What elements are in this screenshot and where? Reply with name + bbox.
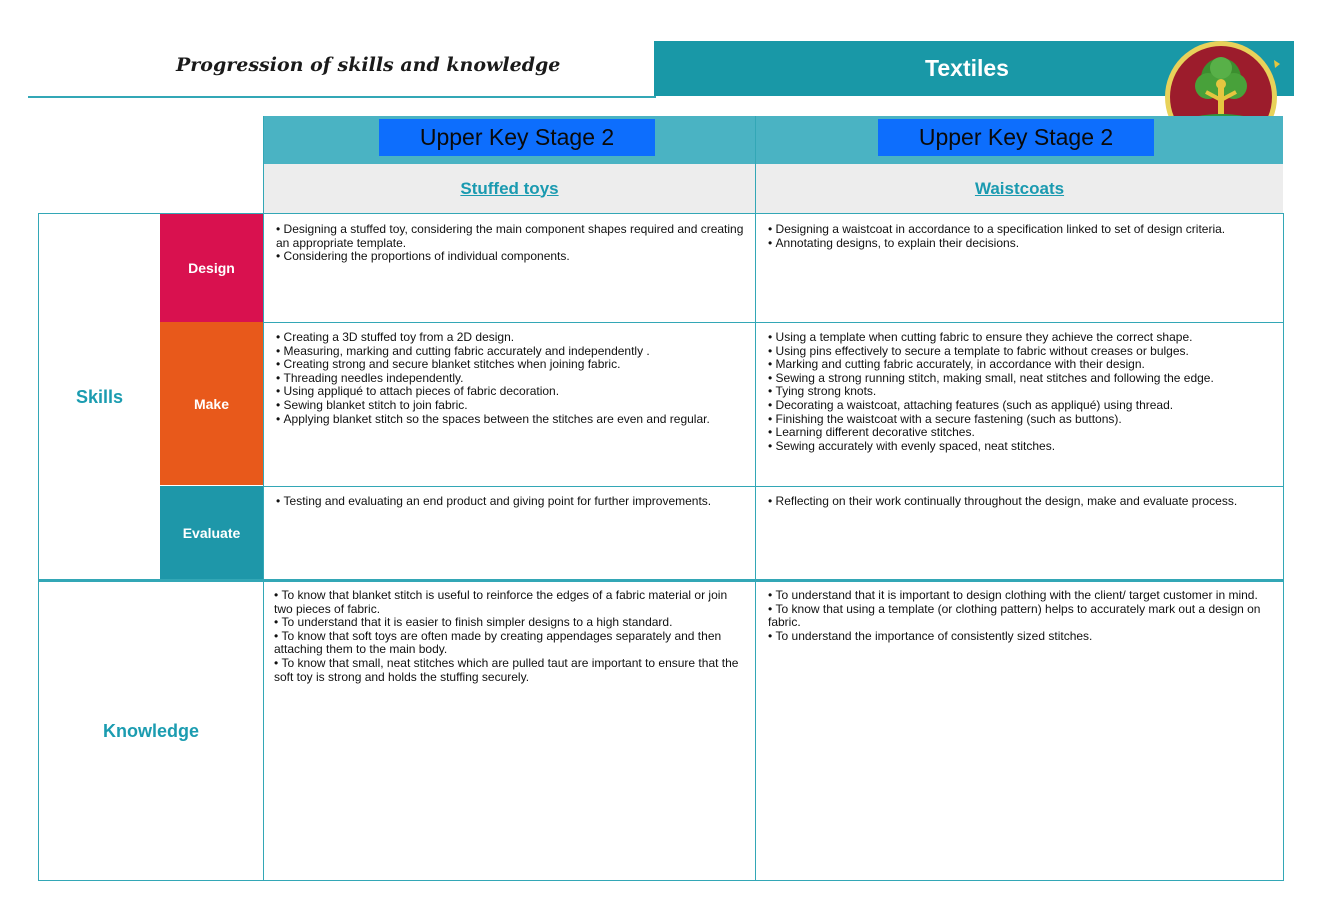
stage-label-1: Upper Key Stage 2 bbox=[379, 119, 655, 156]
design-cell-waistcoats bbox=[768, 223, 1276, 250]
bullet-item: • Using appliqué to attach pieces of fabric decoration. bbox=[276, 385, 746, 399]
bullet-item: • To know that using a template (or clothing pattern) helps to accurately mark out a design on fabric. bbox=[768, 603, 1276, 630]
bullet-item: • Threading needles independently. bbox=[276, 372, 746, 386]
bullet-item: • Decorating a waistcoat, attaching features (such as appliqué) using thread. bbox=[768, 399, 1276, 413]
evaluate-label: Evaluate bbox=[160, 486, 263, 580]
topic-header-1 bbox=[264, 164, 755, 213]
subject-title: Textiles bbox=[925, 55, 1009, 81]
design-cell-stuffed-toys bbox=[276, 223, 746, 264]
make-cell-waistcoats bbox=[768, 331, 1276, 453]
bullet-item: • Sewing a strong running stitch, making small, neat stitches and following the edge. bbox=[768, 372, 1276, 386]
grid-line bbox=[263, 116, 264, 881]
section-divider bbox=[38, 579, 1284, 582]
design-label: Design bbox=[160, 214, 263, 322]
grid-line bbox=[38, 213, 1284, 214]
bullet-item: • To understand the importance of consistently sized stitches. bbox=[768, 630, 1276, 644]
grid-line bbox=[38, 213, 39, 881]
topic-link-2[interactable]: Waistcoats bbox=[974, 178, 1065, 198]
knowledge-label: Knowledge bbox=[102, 720, 199, 741]
knowledge-cell-stuffed-toys bbox=[274, 589, 744, 684]
page-title: Progression of skills and knowledge bbox=[176, 54, 561, 76]
bullet-item: • Creating a 3D stuffed toy from a 2D design. bbox=[276, 331, 746, 345]
make-label: Make bbox=[160, 322, 263, 485]
bullet-item: • Measuring, marking and cutting fabric accurately and independently . bbox=[276, 345, 746, 359]
bullet-item: • To know that soft toys are often made by creating appendages separately and then attaching them to the main body. bbox=[274, 630, 744, 657]
stage-label-2: Upper Key Stage 2 bbox=[878, 119, 1154, 156]
bullet-item: • Tying strong knots. bbox=[768, 385, 1276, 399]
column-header-1 bbox=[264, 116, 755, 164]
grid-line bbox=[264, 486, 1284, 487]
grid-line bbox=[264, 322, 1284, 323]
bullet-item: • Using pins effectively to secure a template to fabric without creases or bulges. bbox=[768, 345, 1276, 359]
evaluate-cell-waistcoats bbox=[768, 495, 1276, 509]
header-underline bbox=[28, 96, 656, 98]
grid-line bbox=[38, 880, 1284, 881]
evaluate-cell-stuffed-toys bbox=[276, 495, 746, 509]
make-cell-stuffed-toys bbox=[276, 331, 746, 426]
bullet-item: • Considering the proportions of individual components. bbox=[276, 250, 746, 264]
bullet-item: • Designing a waistcoat in accordance to a specification linked to set of design criteria. bbox=[768, 223, 1276, 237]
bullet-item: • Using a template when cutting fabric to ensure they achieve the correct shape. bbox=[768, 331, 1276, 345]
bullet-item: • To understand that it is easier to finish simpler designs to a high standard. bbox=[274, 616, 744, 630]
bullet-item: • Sewing accurately with evenly spaced, neat stitches. bbox=[768, 440, 1276, 454]
knowledge-cell-waistcoats bbox=[768, 589, 1276, 643]
bullet-item: • Marking and cutting fabric accurately, in accordance with their design. bbox=[768, 358, 1276, 372]
skills-label: Skills bbox=[75, 386, 124, 407]
bullet-item: • To understand that it is important to design clothing with the client/ target customer in mind. bbox=[768, 589, 1276, 603]
bullet-item: • Learning different decorative stitches. bbox=[768, 426, 1276, 440]
bullet-item: • Finishing the waistcoat with a secure fastening (such as buttons). bbox=[768, 413, 1276, 427]
grid-line bbox=[755, 116, 756, 881]
column-header-2 bbox=[756, 116, 1283, 164]
topic-header-2 bbox=[756, 164, 1283, 213]
bullet-item: • To know that blanket stitch is useful to reinforce the edges of a fabric material or join two pieces of fabric. bbox=[274, 589, 744, 616]
bullet-item: • Testing and evaluating an end product and giving point for further improvements. bbox=[276, 495, 746, 509]
bullet-item: • Applying blanket stitch so the spaces between the stitches are even and regular. bbox=[276, 413, 746, 427]
bullet-item: • Reflecting on their work continually throughout the design, make and evaluate process. bbox=[768, 495, 1276, 509]
grid-line bbox=[1283, 213, 1284, 881]
bullet-item: • Annotating designs, to explain their decisions. bbox=[768, 237, 1276, 251]
bullet-item: • Sewing blanket stitch to join fabric. bbox=[276, 399, 746, 413]
bullet-item: • To know that small, neat stitches which are pulled taut are important to ensure that the soft toy is strong and holds the stuffing securely. bbox=[274, 657, 744, 684]
bullet-item: • Designing a stuffed toy, considering the main component shapes required and creating an appropriate template. bbox=[276, 223, 746, 250]
topic-link-1[interactable]: Stuffed toys bbox=[460, 178, 559, 198]
bullet-item: • Creating strong and secure blanket stitches when joining fabric. bbox=[276, 358, 746, 372]
